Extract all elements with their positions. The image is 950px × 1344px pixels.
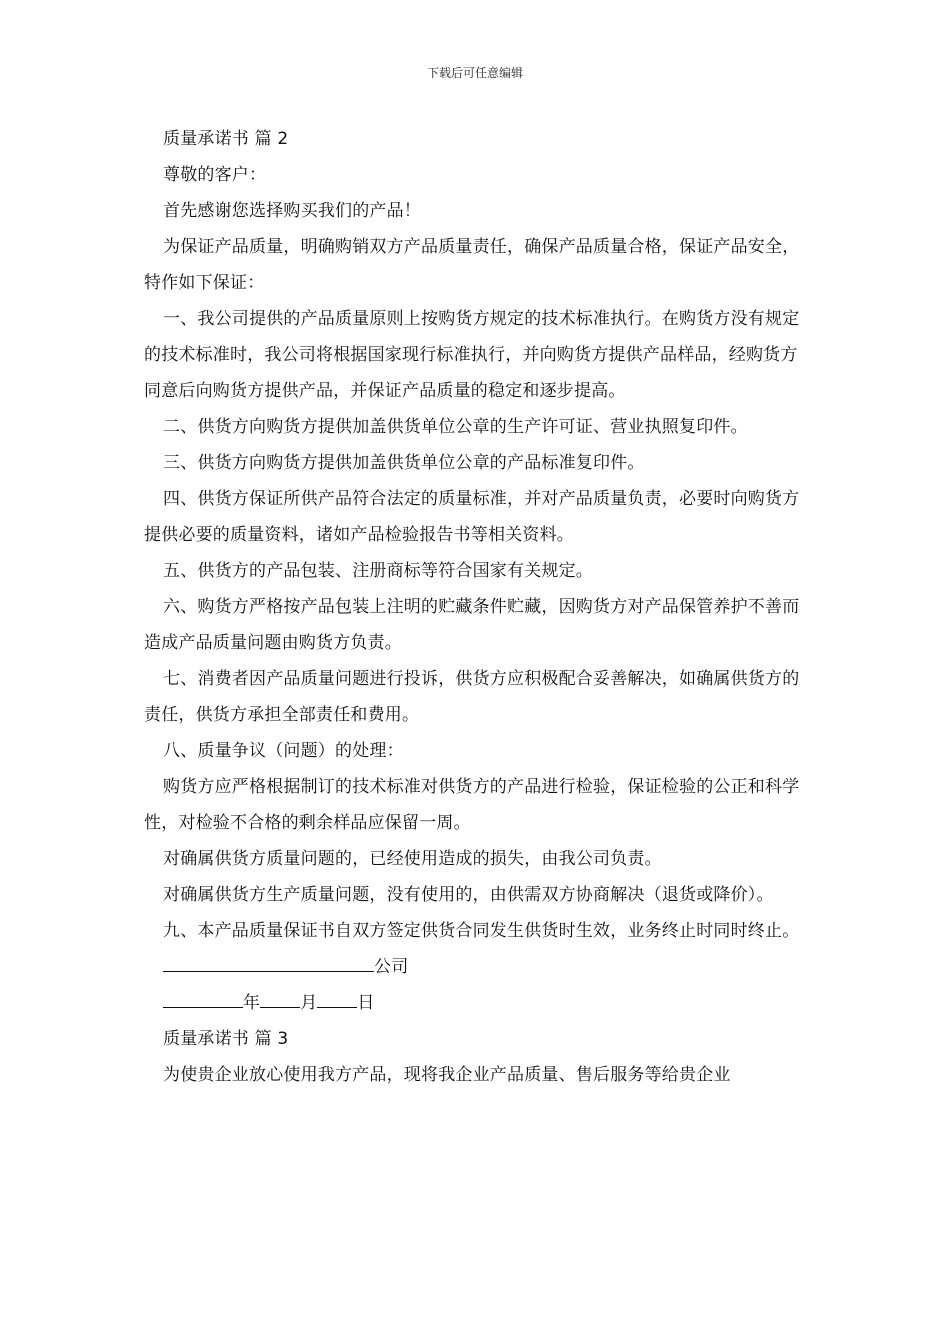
clause-4: 四、供货方保证所供产品符合法定的质量标准，并对产品质量负责，必要时向购货方提供必要的质量资料，诸如产品检验报告书等相关资料。 [144,489,800,545]
section-3-title: 质量承诺书 篇 3 [163,1029,289,1049]
company-name-blank [163,956,374,972]
clause-2: 二、供货方向购货方提供加盖供货单位公章的生产许可证、营业执照复印件。 [163,417,748,437]
signature-date-line [144,985,808,1021]
section-2-title: 质量承诺书 篇 2 [163,129,289,149]
company-label: 公司 [374,957,409,977]
clause-5: 五、供货方的产品包装、注册商标等符合国家有关规定。 [163,561,593,581]
day-blank [317,992,357,1008]
clause-8: 八、质量争议（问题）的处理： [163,741,404,761]
intro-paragraph: 为保证产品质量，明确购销双方产品质量责任，确保产品质量合格，保证产品安全，特作如下保证： [144,237,800,293]
thanks-paragraph: 首先感谢您选择购买我们的产品！ [163,201,421,221]
salutation: 尊敬的客户： [163,165,267,185]
clause-8-detail-1: 购货方应严格根据制订的技术标准对供货方的产品进行检验，保证检验的公正和科学性，对检验不合格的剩余样品应保留一周。 [144,777,800,833]
year-blank [163,992,243,1008]
clause-8-detail-3: 对确属供货方生产质量问题，没有使用的，由供需双方协商解决（退货或降价）。 [163,885,774,905]
signature-company-line [144,949,808,985]
year-label: 年 [243,993,261,1013]
section-3-intro: 为使贵企业放心使用我方产品，现将我企业产品质量、售后服务等给贵企业 [163,1065,731,1085]
clause-7: 七、消费者因产品质量问题进行投诉，供货方应积极配合妥善解决，如确属供货方的责任，供货方承担全部责任和费用。 [144,669,800,725]
clause-3: 三、供货方向购货方提供加盖供货单位公章的产品标准复印件。 [163,453,645,473]
month-label: 月 [300,993,318,1013]
month-blank [260,992,300,1008]
clause-1: 一、我公司提供的产品质量原则上按购货方规定的技术标准执行。在购货方没有规定的技术标准时，我公司将根据国家现行标准执行，并向购货方提供产品样品，经购货方同意后向购货方提供产品，并保证产品质量的稳定和逐步提高。 [144,309,800,401]
clause-9: 九、本产品质量保证书自双方签定供货合同发生供货时生效，业务终止时同时终止。 [163,921,800,941]
page-header: 下载后可任意编辑 [426,66,523,80]
document-body [144,121,808,1093]
day-label: 日 [357,993,375,1013]
clause-6: 六、购货方严格按产品包装上注明的贮藏条件贮藏，因购货方对产品保管养护不善而造成产品质量问题由购货方负责。 [144,597,800,653]
clause-8-detail-2: 对确属供货方质量问题的，已经使用造成的损失，由我公司负责。 [163,849,662,869]
